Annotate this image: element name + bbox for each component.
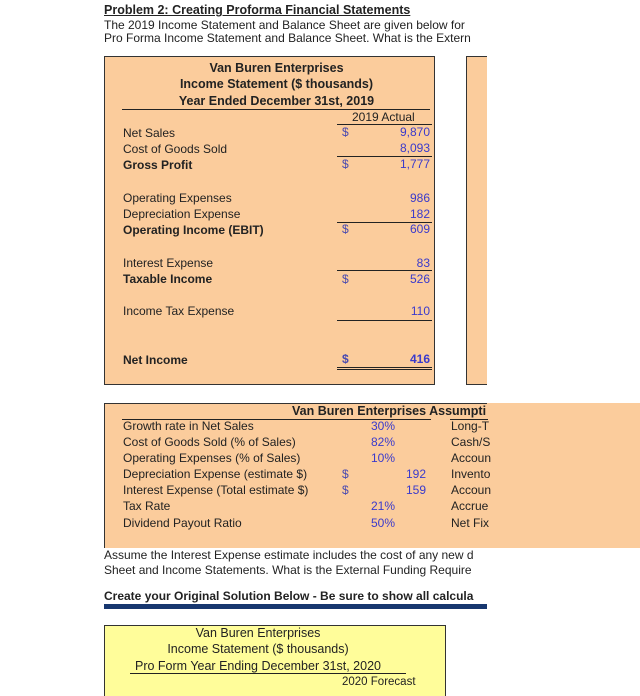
row-tax-label: Income Tax Expense bbox=[123, 304, 235, 318]
row-gross-profit-label: Gross Profit bbox=[123, 158, 193, 172]
row-opex-label: Operating Expenses bbox=[123, 191, 232, 205]
assumption-interest-est-value: 159 bbox=[405, 483, 426, 497]
is-company: Van Buren Enterprises bbox=[209, 61, 344, 75]
solution-instruction: Create your Original Solution Below - Be sure to show all calcula bbox=[104, 589, 474, 603]
row-ebit-dollar: $ bbox=[342, 222, 349, 236]
assumption-payout-right-label: Net Fix bbox=[451, 516, 490, 530]
assumption-cogs-pct-right-label: Cash/S bbox=[451, 435, 491, 449]
row-net-sales-label: Net Sales bbox=[123, 126, 176, 140]
row-opex-value: 986 bbox=[409, 191, 430, 205]
note-line1: Assume the Interest Expense estimate includes the cost of any new d bbox=[104, 548, 474, 562]
problem-title: Problem 2: Creating Proforma Financial Statements bbox=[104, 3, 411, 17]
row-tax-value: 110 bbox=[410, 304, 430, 318]
fc-header-rule bbox=[130, 673, 406, 674]
assumption-depreciation-est-right-label: Invento bbox=[451, 467, 491, 481]
assumption-growth-label: Growth rate in Net Sales bbox=[123, 419, 254, 433]
assumption-opex-pct-value: 10% bbox=[370, 451, 396, 465]
row-depreciation-value: 182 bbox=[409, 207, 430, 221]
problem-text-line1: The 2019 Income Statement and Balance Sheet are given below for bbox=[104, 18, 465, 32]
assumption-payout-label: Dividend Payout Ratio bbox=[123, 516, 242, 530]
row-net-sales-value: 9,870 bbox=[399, 125, 430, 139]
assumption-growth-right-label: Long-T bbox=[451, 419, 490, 433]
row-net-income-dollar: $ bbox=[342, 352, 349, 366]
assumption-tax-rate-right-label: Accrue bbox=[451, 499, 489, 513]
assumption-interest-est-label: Interest Expense (Total estimate $) bbox=[123, 483, 309, 497]
note-line2: Sheet and Income Statements. What is the External Funding Require bbox=[104, 563, 472, 577]
row-ebit-label: Operating Income (EBIT) bbox=[123, 223, 264, 237]
row-net-income-value: 416 bbox=[409, 352, 430, 366]
assumption-payout-value: 50% bbox=[370, 516, 396, 530]
row-net-sales-dollar: $ bbox=[342, 125, 349, 139]
row-interest-value: 83 bbox=[416, 256, 430, 270]
tax-underline bbox=[337, 320, 432, 321]
assumption-cogs-pct-label: Cost of Goods Sold (% of Sales) bbox=[123, 435, 296, 449]
row-cogs-label: Cost of Goods Sold bbox=[123, 142, 228, 156]
assumption-interest-est-right-label: Accoun bbox=[451, 483, 492, 497]
assumption-growth-value: 30% bbox=[370, 419, 396, 433]
assumption-depreciation-est-dollar: $ bbox=[342, 467, 349, 481]
section-separator bbox=[104, 604, 487, 609]
fc-company: Van Buren Enterprises bbox=[195, 626, 321, 640]
fc-period: Pro Form Year Ending December 31st, 2020 bbox=[135, 659, 381, 673]
row-gross-profit-value: 1,777 bbox=[399, 157, 430, 171]
assumption-interest-est-dollar: $ bbox=[342, 483, 349, 497]
assumptions-title: Van Buren Enterprises Assumpti bbox=[292, 404, 487, 418]
is-period: Year Ended December 31st, 2019 bbox=[178, 94, 375, 108]
row-net-income-label: Net Income bbox=[123, 353, 188, 367]
row-depreciation-label: Depreciation Expense bbox=[123, 207, 241, 221]
assumption-opex-pct-right-label: Accoun bbox=[451, 451, 492, 465]
row-taxable-dollar: $ bbox=[342, 272, 349, 286]
is-subtitle: Income Statement ($ thousands) bbox=[179, 77, 374, 91]
row-interest-label: Interest Expense bbox=[123, 256, 214, 270]
assumption-depreciation-est-label: Depreciation Expense (estimate $) bbox=[123, 467, 308, 481]
assumption-tax-rate-value: 21% bbox=[370, 499, 396, 513]
assumption-tax-rate-label: Tax Rate bbox=[123, 499, 171, 513]
row-taxable-label: Taxable Income bbox=[123, 272, 213, 286]
problem-text-line2: Pro Forma Income Statement and Balance Sheet. What is the Extern bbox=[104, 31, 471, 45]
fc-subtitle: Income Statement ($ thousands) bbox=[167, 642, 349, 656]
fc-column-header: 2020 Forecast bbox=[342, 676, 416, 688]
row-taxable-value: 526 bbox=[409, 272, 430, 286]
row-cogs-value: 8,093 bbox=[399, 141, 430, 155]
assumption-cogs-pct-value: 82% bbox=[370, 435, 396, 449]
assumption-depreciation-est-value: 192 bbox=[405, 467, 426, 481]
row-ebit-value: 609 bbox=[409, 222, 430, 236]
balance-sheet-box-edge bbox=[466, 56, 487, 385]
assumption-opex-pct-label: Operating Expenses (% of Sales) bbox=[123, 451, 301, 465]
net-income-underline-1 bbox=[337, 367, 432, 368]
is-column-header: 2019 Actual bbox=[352, 110, 415, 124]
net-income-underline-2 bbox=[337, 369, 432, 370]
interest-underline bbox=[337, 270, 432, 271]
row-gross-profit-dollar: $ bbox=[342, 157, 349, 171]
